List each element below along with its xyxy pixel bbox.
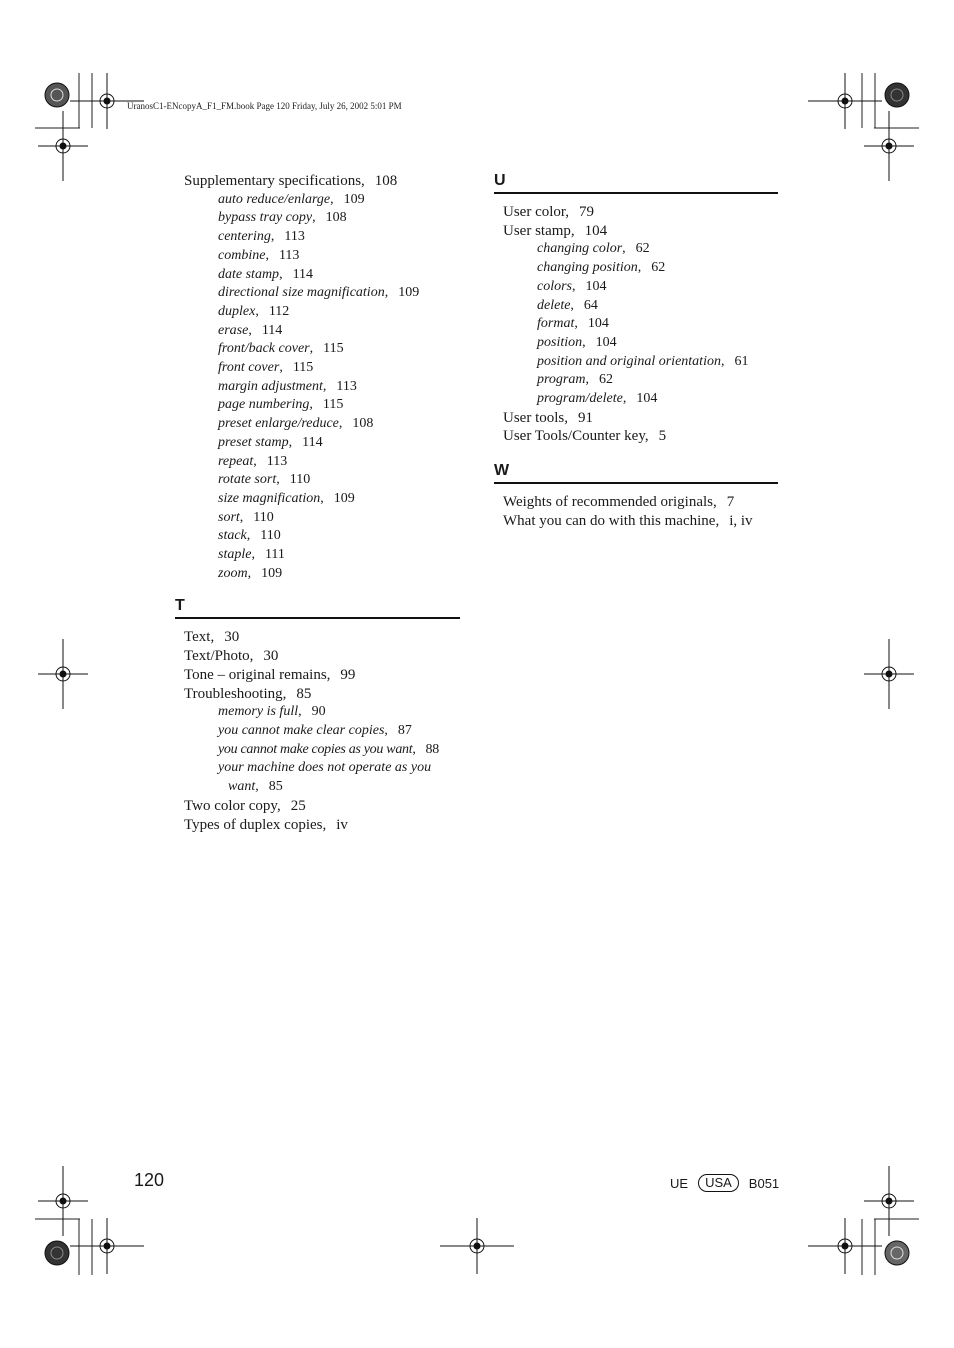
index-subentry: erase, 114 [218, 322, 283, 338]
index-entry: User stamp, 104 [503, 222, 608, 239]
index-subentry: stack, 110 [218, 528, 281, 544]
index-column-right [494, 172, 779, 531]
index-subentry: front cover, 115 [218, 360, 314, 376]
index-subentry: rotate sort, 110 [218, 472, 311, 488]
section-heading-t: T [175, 597, 460, 619]
index-subentry: bypass tray copy, 108 [218, 210, 347, 226]
index-entry: Supplementary specifications, 108 [184, 173, 398, 189]
index-subentry: margin adjustment, 113 [218, 378, 357, 394]
index-entry: User Tools/Counter key, 5 [503, 428, 667, 445]
index-entry: Text/Photo, 30 [184, 648, 279, 665]
index-subentry: program/delete, 104 [537, 391, 658, 407]
index-subentry: duplex, 112 [218, 303, 290, 319]
index-subentry: sort, 110 [218, 509, 274, 525]
footer-code-right: B051 [748, 1175, 780, 1191]
index-subentry: position, 104 [537, 334, 617, 350]
index-entry: User color, 79 [503, 204, 595, 220]
index-entry: Tone – original remains, 99 [184, 666, 356, 683]
section-heading-u: U [494, 172, 778, 194]
index-subentry: centering, 113 [218, 229, 305, 245]
index-subentry: combine, 113 [218, 247, 300, 263]
index-subentry: you cannot make copies as you want, 88 [218, 741, 439, 757]
index-subentry: size magnification, 109 [218, 490, 355, 506]
index-entry: Weights of recommended originals, 7 [503, 494, 735, 511]
footer-code [670, 1174, 779, 1192]
index-subentry: colors, 104 [537, 278, 607, 294]
index-subentry: memory is full, 90 [218, 704, 326, 720]
index-entry: What you can do with this machine, i, iv [503, 512, 753, 529]
index-subentry: program, 62 [537, 372, 613, 388]
index-subentry: you cannot make clear copies, 87 [218, 722, 412, 738]
index-subentry: staple, 111 [218, 547, 285, 563]
index-subentry: format, 104 [537, 316, 609, 332]
index-entry: Types of duplex copies, iv [184, 816, 348, 833]
index-subentry-continuation: want, 85 [228, 779, 283, 795]
page-number: 120 [134, 1170, 165, 1190]
index-entry: Troubleshooting, 85 [184, 685, 312, 702]
index-entry: Text, 30 [184, 629, 240, 646]
index-subentry: front/back cover, 115 [218, 341, 344, 357]
index-subentry: changing color, 62 [537, 241, 650, 257]
footer-code-oval: USA [698, 1174, 739, 1192]
index-subentry: your machine does not operate as you [218, 760, 432, 776]
index-subentry: page numbering, 115 [218, 397, 344, 413]
print-slug: UranosC1-ENcopyA_F1_FM.book Page 120 Friday, July 26, 2002 5:01 PM [127, 101, 402, 111]
index-column-left [175, 172, 465, 834]
section-heading-w: W [494, 462, 778, 484]
index-subentry: preset stamp, 114 [218, 434, 323, 450]
index-subentry: position and original orientation, 61 [537, 353, 749, 369]
index-entry: User tools, 91 [503, 409, 593, 426]
index-subentry: repeat, 113 [218, 453, 288, 469]
index-subentry: preset enlarge/reduce, 108 [218, 416, 374, 432]
index-subentry: directional size magnification, 109 [218, 285, 420, 301]
index-subentry: zoom, 109 [218, 565, 283, 581]
index-entry: Two color copy, 25 [184, 797, 306, 814]
index-subentry: auto reduce/enlarge, 109 [218, 191, 365, 207]
registration-targets [38, 73, 914, 1274]
footer-code-left: UE [670, 1175, 689, 1191]
index-subentry: delete, 64 [537, 297, 598, 313]
index-subentry: date stamp, 114 [218, 266, 314, 282]
index-subentry: changing position, 62 [537, 260, 666, 276]
